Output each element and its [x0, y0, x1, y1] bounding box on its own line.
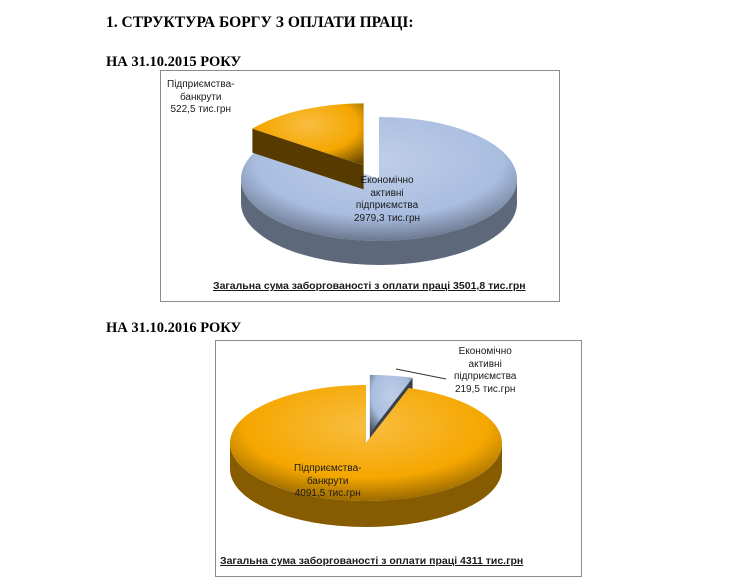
pie-chart-2015 — [160, 70, 560, 302]
page-title: 1. СТРУКТУРА БОРГУ З ОПЛАТИ ПРАЦІ: — [106, 14, 414, 31]
slice-value-active-2015: 2979,3 тис.грн — [354, 212, 421, 224]
slice-label-active-2015-line-3: підприємства — [355, 200, 419, 211]
pie-chart-2016 — [215, 340, 582, 577]
slice-label-bankrupt-2015 — [167, 79, 234, 117]
slice-label-active-2016-line-3: підприємства — [454, 371, 517, 382]
slice-label-bankrupt-2015-line-1: Підприємства- — [167, 79, 235, 90]
pie-slice-2016-1 — [230, 385, 502, 527]
slice-value-active-2016: 219,5 тис.грн — [454, 383, 516, 395]
slice-label-active-2015 — [354, 175, 420, 225]
slice-label-bankrupt-2016-line-1: Підприємства- — [294, 463, 362, 474]
chart-caption-2016: Загальна сума заборгованості з оплати праці 4311 тис.грн — [220, 555, 524, 567]
slice-label-active-2015-line-2: активні — [370, 187, 404, 199]
slice-value-bankrupt-2015: 522,5 тис.грн — [170, 104, 231, 115]
slice-value-bankrupt-2016: 4091,5 тис.грн — [294, 488, 361, 499]
slice-label-bankrupt-2016-line-2: банкрути — [306, 475, 349, 487]
slice-label-active-2016-line-2: активні — [468, 358, 502, 370]
chart-caption-2015: Загальна сума заборгованості з оплати праці 3501,8 тис.грн — [213, 280, 526, 292]
slice-label-active-2016-line-1: Економічно — [458, 346, 512, 357]
pie-chart-2016-svg — [216, 341, 581, 576]
slice-label-active-2015-line-1: Економічно — [360, 175, 414, 186]
slice-label-bankrupt-2016 — [294, 463, 361, 501]
slice-label-active-2016 — [454, 346, 516, 396]
section-heading-2016: НА 31.10.2016 РОКУ — [106, 320, 242, 336]
slice-label-bankrupt-2015-line-2: банкрути — [179, 91, 222, 103]
section-heading-2015: НА 31.10.2015 РОКУ — [106, 54, 242, 70]
pie-slice-top-2016-1 — [230, 385, 502, 501]
